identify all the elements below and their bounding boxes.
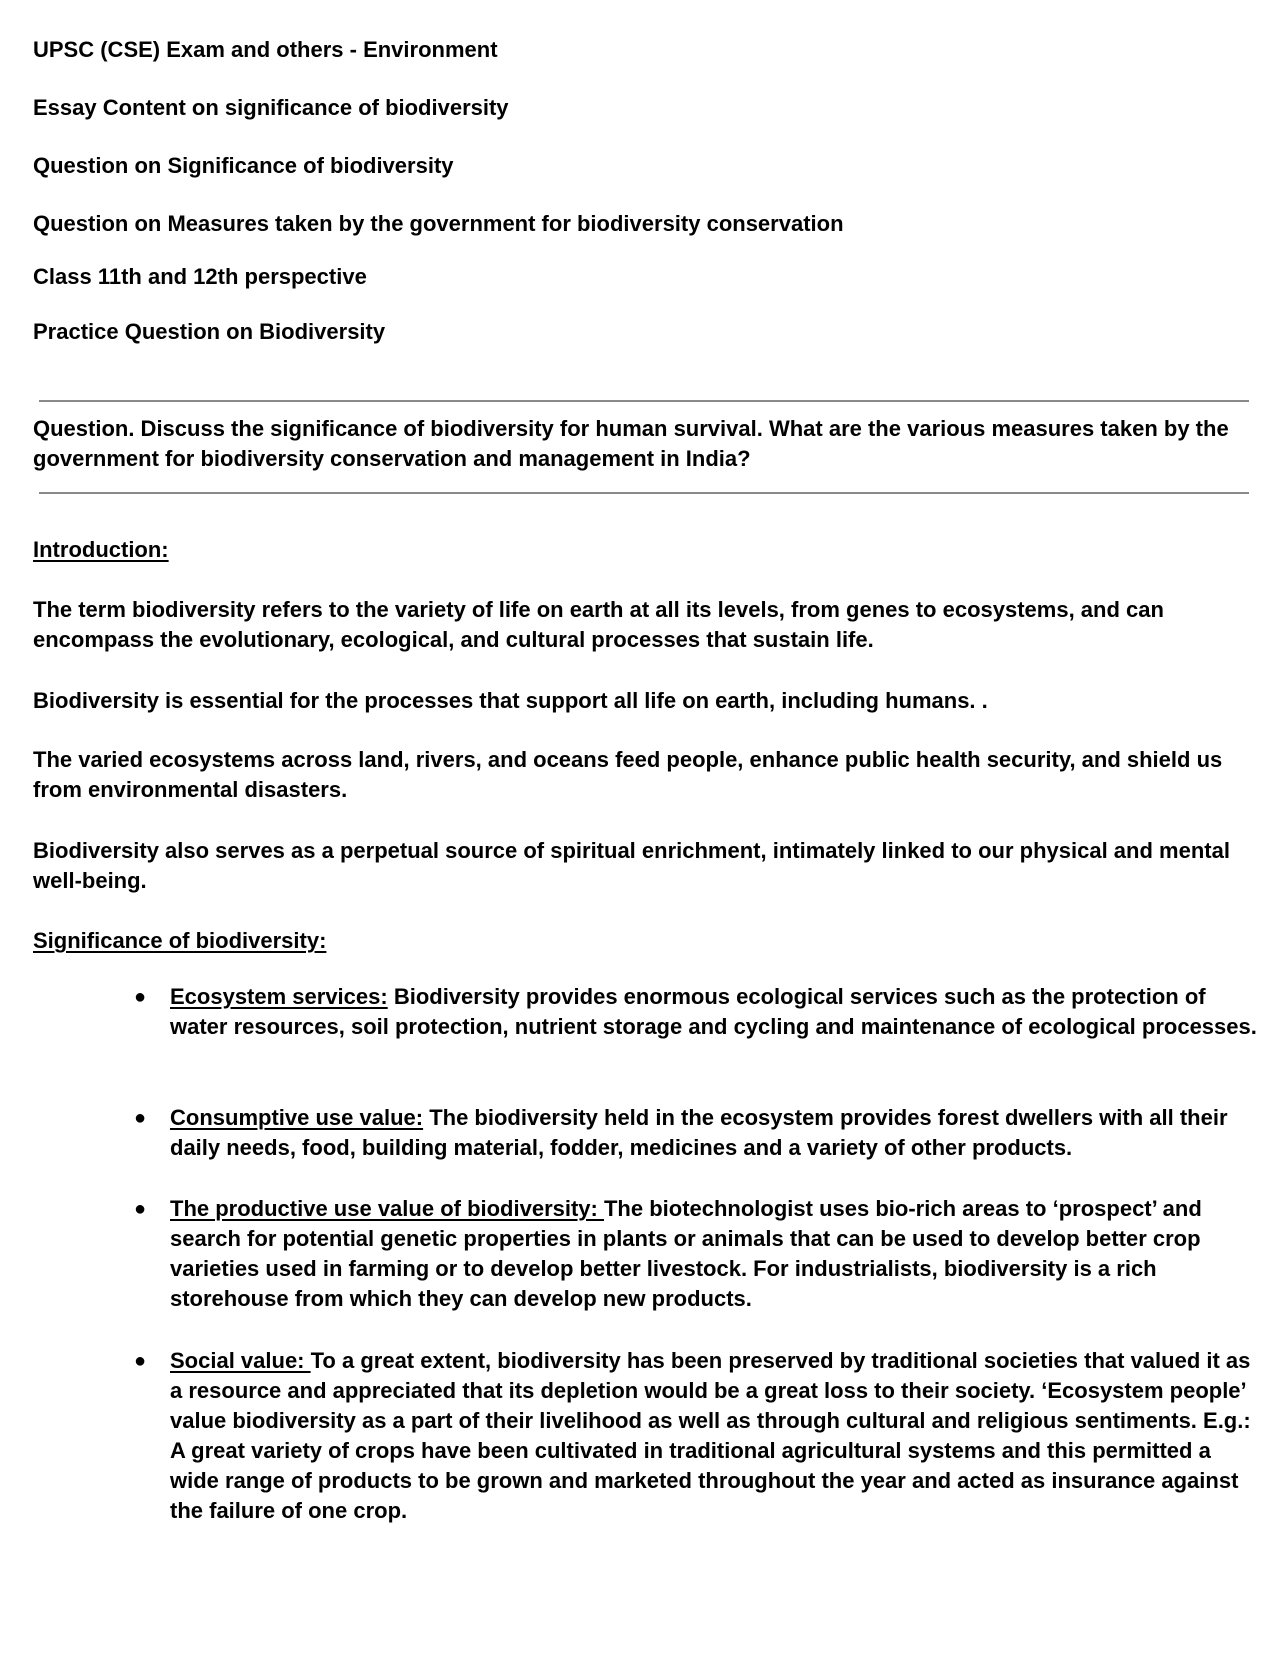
header-line-class: Class 11th and 12th perspective — [33, 264, 367, 289]
significance-heading: Significance of biodiversity: — [33, 928, 327, 953]
list-item-productive-use — [170, 1194, 1258, 1314]
header-line-exam: UPSC (CSE) Exam and others - Environment — [33, 37, 498, 62]
header-line-question-significance: Question on Significance of biodiversity — [33, 153, 454, 178]
question-top-divider — [39, 400, 1249, 402]
question-text: Question. Discuss the significance of biodiversity for human survival. What are the various measures taken by the government for biodiversity conservation and management in India? — [33, 416, 1229, 471]
header-line-question-measures: Question on Measures taken by the government for biodiversity conservation — [33, 211, 844, 236]
list-item-social-value — [170, 1346, 1258, 1526]
list-item-title: Ecosystem services: — [170, 984, 388, 1009]
list-item-text: The biotechnologist uses bio-rich areas to ‘prospect’ and search for potential genetic properties in plants or animals that can be used to develop better crop varieties used in farming or to develop better livestock. For industrialists, biodiversity is a rich storehouse from which they can develop new products. — [170, 1196, 1202, 1311]
list-item-text: The biodiversity held in the ecosystem provides forest dwellers with all their daily needs, food, building material, fodder, medicines and a variety of other products. — [170, 1105, 1228, 1160]
header-line-essay: Essay Content on significance of biodiversity — [33, 95, 509, 120]
intro-paragraph-spiritual: Biodiversity also serves as a perpetual source of spiritual enrichment, intimately linked to our physical and mental well-being. — [33, 838, 1230, 893]
bullet-icon: ● — [133, 1198, 147, 1220]
bullet-icon: ● — [133, 1107, 147, 1129]
list-item-title: The productive use value of biodiversity: — [170, 1196, 604, 1221]
list-item-title: Social value: — [170, 1348, 311, 1373]
question-bottom-divider — [39, 492, 1249, 494]
intro-paragraph-definition: The term biodiversity refers to the variety of life on earth at all its levels, from genes to ecosystems, and can encompass the evolutionary, ecological, and cultural processes that sustain life. — [33, 597, 1164, 652]
intro-paragraph-essential: Biodiversity is essential for the processes that support all life on earth, including humans. . — [33, 688, 988, 713]
list-item-consumptive-use — [170, 1103, 1258, 1163]
list-item-title: Consumptive use value: — [170, 1105, 424, 1130]
bullet-icon: ● — [133, 1350, 147, 1372]
list-item-text: Biodiversity provides enormous ecological services such as the protection of water resources, soil protection, nutrient storage and cycling and maintenance of ecological processes. — [170, 984, 1257, 1039]
introduction-heading: Introduction: — [33, 537, 169, 562]
header-line-practice: Practice Question on Biodiversity — [33, 319, 386, 344]
list-item-ecosystem-services — [170, 982, 1258, 1042]
bullet-icon: ● — [133, 986, 147, 1008]
list-item-text: To a great extent, biodiversity has been preserved by traditional societies that valued it as a resource and appreciated that its depletion would be a great loss to their society. ‘Ecosystem people’ value biodiversity as a part of their livelihood as well as through cultural and religious sentiments. E.g.: A great variety of crops have been cultivated in traditional agricultural systems and this permitted a wide range of products to be grown and marketed throughout the year and acted as insurance against the failure of one crop. — [170, 1348, 1251, 1523]
intro-paragraph-ecosystems: The varied ecosystems across land, rivers, and oceans feed people, enhance public health security, and shield us from environmental disasters. — [33, 747, 1223, 802]
